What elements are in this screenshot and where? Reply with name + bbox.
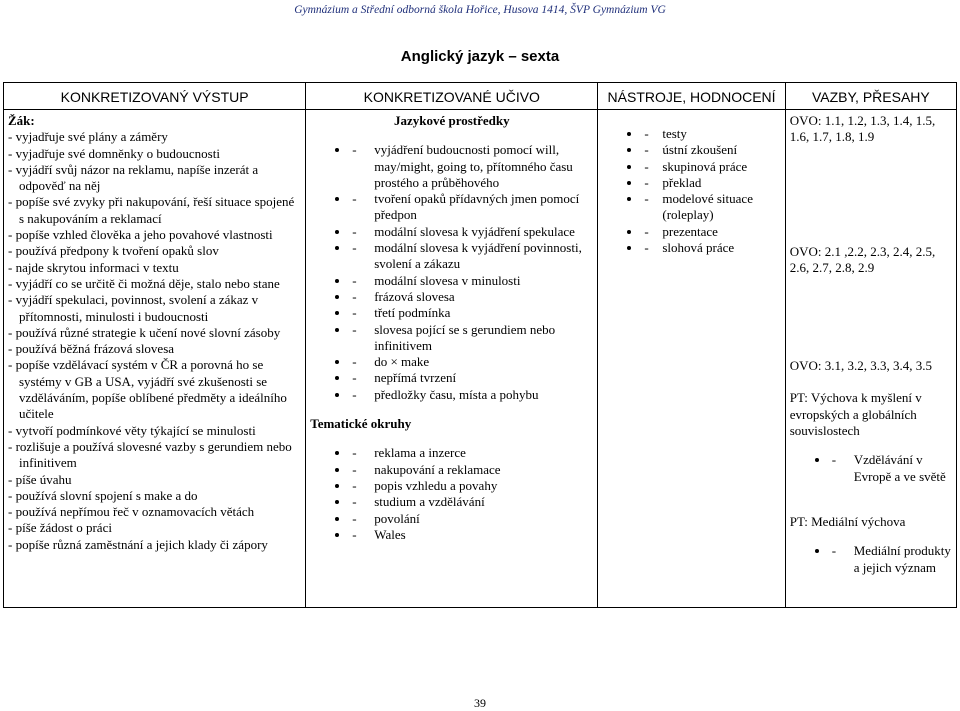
- language-heading: Jazykové prostředky: [393, 113, 510, 128]
- list-item: - používá různé strategie k učení nové slovní zásoby: [8, 324, 281, 340]
- tools-cell: [598, 110, 785, 608]
- list-item: - • nepřímá tvrzení: [350, 370, 593, 386]
- list-item: - popíše vzdělávací systém v ČR a porovná ho se systémy v GB a USA, vyjádří své zkušenosti se vzděláváním, popíše oblíbené předměty a ideálního učitele: [8, 357, 287, 422]
- list-item: - používá běžná frázová slovesa: [8, 341, 175, 357]
- list-item: - • Mediální produkty a jejich význam: [830, 543, 952, 576]
- list-item: - používá slovní spojení s make a do: [8, 487, 198, 503]
- list-item: - píše úvahu: [8, 471, 72, 487]
- list-item: - • modální slovesa k vyjádření povinnosti, svolení a zákazu: [350, 240, 593, 273]
- list-item: - popíše své zvyky při nakupování, řeší situace spojené s nakupováním a reklamací: [8, 194, 295, 226]
- pt-heading-2: PT: Mediální výchova: [789, 513, 906, 529]
- list-item: - • testy: [642, 126, 780, 142]
- list-item: - vyjadřuje své plány a záměry: [8, 129, 168, 145]
- list-item: - • skupinová práce: [642, 159, 780, 175]
- list-item: - vyjádří co se určitě či možná děje, stalo nebo stane: [8, 275, 280, 291]
- pupil-label: Žák:: [8, 113, 35, 128]
- list-item: - vyjádří svůj názor na reklamu, napíše inzerát a odpověď na něj: [8, 161, 259, 194]
- list-item: - • tvoření opaků přídavných jmen pomocí předpon: [350, 191, 593, 224]
- ovo-block-1: OVO: 1.1, 1.2, 1.3, 1.4, 1.5, 1.6, 1.7, 1.8, 1.9: [789, 113, 936, 145]
- list-item: - používá nepřímou řeč v oznamovacích větách: [8, 504, 255, 520]
- outputs-cell: [4, 110, 306, 608]
- list-item: - najde skrytou informaci v textu: [8, 259, 179, 275]
- column-header-curriculum: KONKRETIZOVANÉ UČIVO: [306, 83, 598, 110]
- list-item: - • modální slovesa k vyjádření spekulace: [350, 224, 593, 240]
- tools-list: [602, 126, 780, 256]
- list-item: - • předložky času, místa a pohybu: [350, 387, 593, 403]
- list-item: - vyjadřuje své domněnky o budoucnosti: [8, 145, 220, 161]
- list-item: - • reklama a inzerce: [350, 445, 593, 461]
- list-item: - • nakupování a reklamace: [350, 462, 593, 478]
- table-row: [4, 110, 957, 608]
- pt-list-1: [790, 452, 952, 485]
- list-item: - • ústní zkoušení: [642, 142, 780, 158]
- column-header-outputs: KONKRETIZOVANÝ VÝSTUP: [4, 83, 306, 110]
- page-number: 39: [474, 696, 486, 710]
- links-cell: [785, 110, 956, 608]
- curriculum-cell: [306, 110, 598, 608]
- list-item: - popíše různá zaměstnání a jejich klady či zápory: [8, 536, 268, 552]
- page-header: Gymnázium a Střední odborná škola Hořice, Husova 1414, ŠVP Gymnázium VG: [294, 4, 666, 16]
- language-list: [310, 142, 593, 403]
- topics-heading: Tematické okruhy: [310, 416, 412, 432]
- list-item: - • slohová práce: [642, 240, 780, 256]
- list-item: - • Wales: [350, 527, 593, 543]
- list-item: - píše žádost o práci: [8, 520, 112, 536]
- list-item: - používá předpony k tvoření opaků slov: [8, 243, 219, 259]
- table-header-row: [4, 83, 957, 110]
- list-item: - vyjádří spekulaci, povinnost, svolení a zákaz v přítomnosti, minulosti i budoucnosti: [8, 292, 259, 324]
- list-item: - popíše vzhled člověka a jeho povahové vlastnosti: [8, 227, 273, 243]
- list-item: - • do × make: [350, 354, 593, 370]
- list-item: - • studium a vzdělávání: [350, 494, 593, 510]
- ovo-block-2: OVO: 2.1 ,2.2, 2.3, 2.4, 2.5, 2.6, 2.7, 2.8, 2.9: [789, 243, 936, 275]
- list-item: - rozlišuje a používá slovesné vazby s gerundiem nebo infinitivem: [8, 438, 292, 471]
- curriculum-table: [3, 82, 957, 608]
- list-item: - • modelové situace (roleplay): [642, 191, 780, 224]
- list-item: - • slovesa pojící se s gerundiem nebo infinitivem: [350, 322, 593, 355]
- column-header-tools: NÁSTROJE, HODNOCENÍ: [598, 83, 785, 110]
- list-item: - vytvoří podmínkové věty týkající se minulosti: [8, 422, 256, 438]
- pt-heading-1: PT: Výchova k myšlení v evropských a globálních souvislostech: [789, 390, 922, 439]
- column-header-links: VAZBY, PŘESAHY: [785, 83, 956, 110]
- list-item: - • překlad: [642, 175, 780, 191]
- list-item: - • frázová slovesa: [350, 289, 593, 305]
- topics-list: [310, 445, 593, 543]
- ovo-block-3: OVO: 3.1, 3.2, 3.3, 3.4, 3.5: [789, 358, 933, 374]
- list-item: - • prezentace: [642, 224, 780, 240]
- list-item: - • popis vzhledu a povahy: [350, 478, 593, 494]
- list-item: - • modální slovesa v minulosti: [350, 273, 593, 289]
- list-item: - • Vzdělávání v Evropě a ve světě: [830, 452, 952, 485]
- outputs-list: [8, 129, 301, 553]
- page-title: Anglický jazyk – sexta: [400, 48, 560, 65]
- pt-list-2: [790, 543, 952, 576]
- list-item: - • třetí podmínka: [350, 305, 593, 321]
- list-item: - • povolání: [350, 511, 593, 527]
- list-item: - • vyjádření budoucnosti pomocí will, may/might, going to, přítomného času prostého a průběhového: [350, 142, 593, 191]
